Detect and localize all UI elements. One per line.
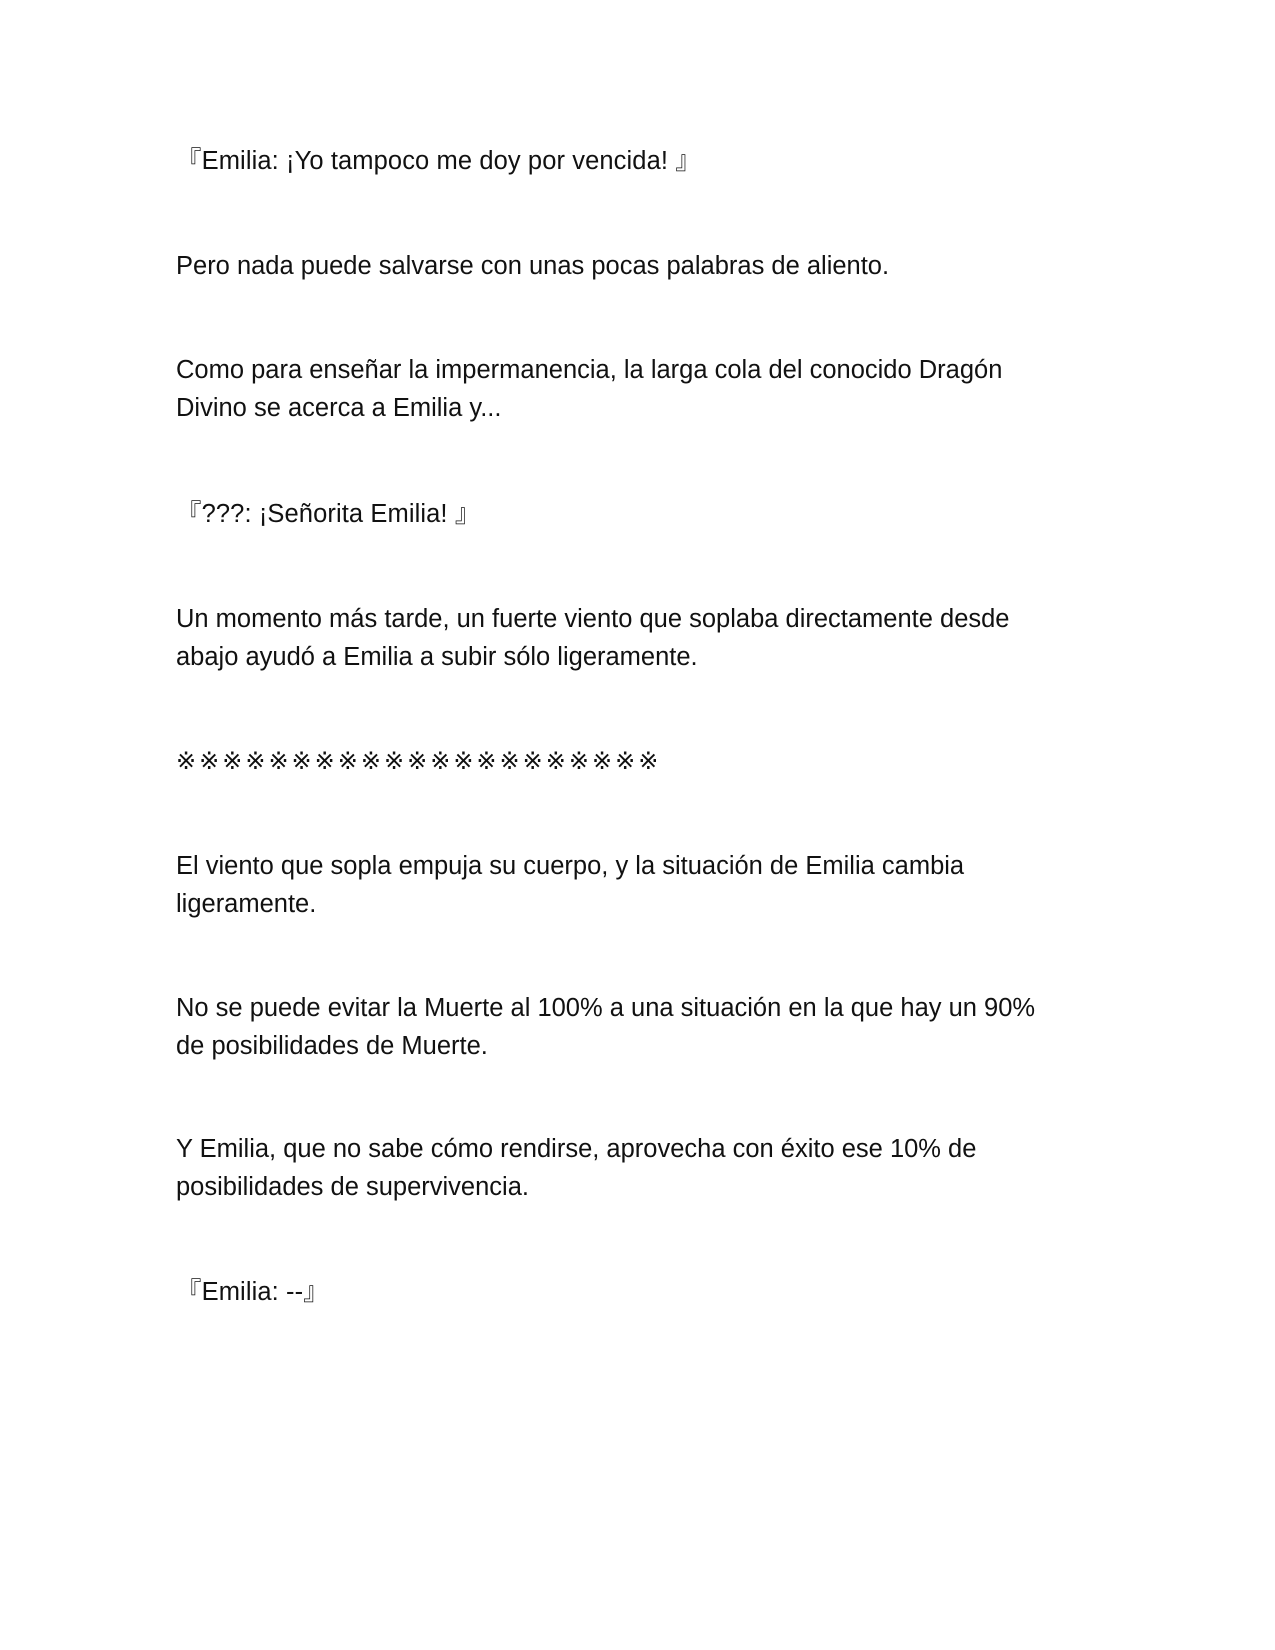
text-line: abajo ayudó a Emilia a subir sólo ligeramente. xyxy=(176,643,698,671)
text-line: Como para enseñar la impermanencia, la larga cola del conocido Dragón xyxy=(176,356,1003,384)
paragraph-survival-chance xyxy=(176,1130,1076,1206)
paragraph-strong-wind xyxy=(176,600,1076,676)
text-line: 『Emilia: ¡Yo tampoco me doy por vencida! 』 xyxy=(176,147,701,175)
dialogue-emilia-final xyxy=(176,1273,1076,1311)
text-line: Un momento más tarde, un fuerte viento que soplaba directamente desde xyxy=(176,605,1010,633)
text-line: 『???: ¡Señorita Emilia! 』 xyxy=(176,500,481,528)
paragraph-death-probability xyxy=(176,989,1076,1065)
text-line: de posibilidades de Muerte. xyxy=(176,1032,488,1060)
text-line: Divino se acerca a Emilia y... xyxy=(176,394,502,422)
dialogue-unknown-speaker xyxy=(176,495,1076,533)
separator-line: ※※※※※※※※※※※※※※※※※※※※※ xyxy=(176,747,662,775)
text-line: posibilidades de supervivencia. xyxy=(176,1173,529,1201)
dialogue-emilia-no-surrender xyxy=(176,142,1076,180)
paragraph-encouragement xyxy=(176,247,1076,285)
text-line: Y Emilia, que no sabe cómo rendirse, aprovecha con éxito ese 10% de xyxy=(176,1135,977,1163)
text-line: 『Emilia: --』 xyxy=(176,1278,329,1306)
paragraph-situation-changes xyxy=(176,847,1076,923)
text-line: Pero nada puede salvarse con unas pocas palabras de aliento. xyxy=(176,252,890,280)
scene-separator xyxy=(176,742,1076,780)
paragraph-dragon-tail xyxy=(176,351,1076,427)
text-line: El viento que sopla empuja su cuerpo, y la situación de Emilia cambia xyxy=(176,852,965,880)
text-line: ligeramente. xyxy=(176,890,317,918)
text-line: No se puede evitar la Muerte al 100% a una situación en la que hay un 90% xyxy=(176,994,1036,1022)
